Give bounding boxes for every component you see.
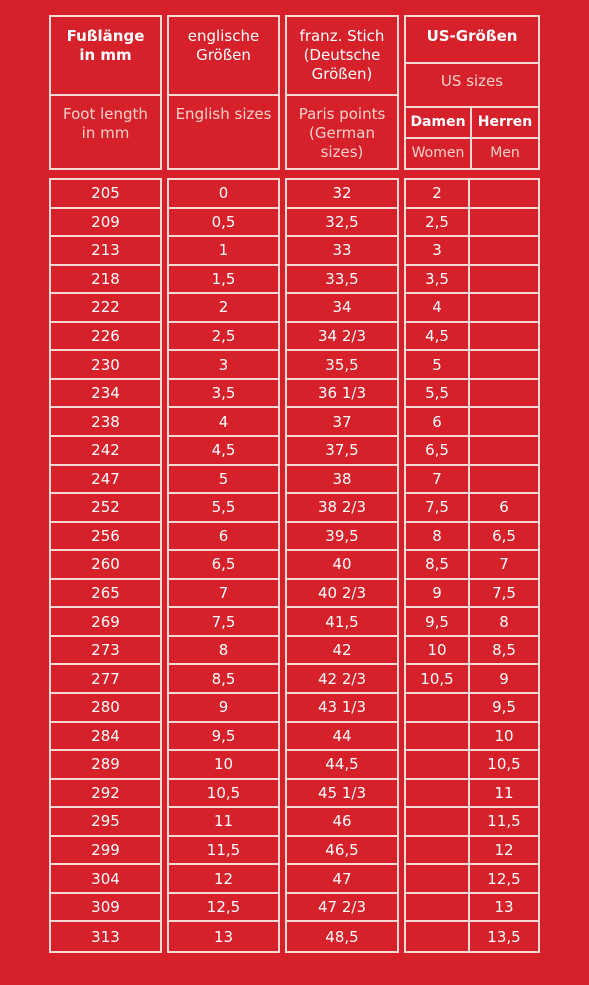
table-cell-us-women: 8 [406,523,470,550]
table-row-us [406,865,538,894]
header-us-sizes-en: US sizes [440,72,504,90]
table-cell-fr: 38 2/3 [287,494,397,523]
table-cell-us-men [470,351,538,378]
table-cell-fr: 45 1/3 [287,780,397,809]
table-cell-mm: 230 [51,351,160,380]
table-cell-uk: 4 [169,408,278,437]
table-cell-uk: 11,5 [169,837,278,866]
table-cell-uk: 3 [169,351,278,380]
table-cell-uk: 0,5 [169,209,278,238]
table-cell-us-women [406,922,470,951]
table-row-us [406,580,538,609]
table-cell-uk: 12,5 [169,894,278,923]
header-women-en: Women [411,145,465,161]
header-us-sizes [404,15,540,170]
table-cell-fr: 34 [287,294,397,323]
table-cell-uk: 8,5 [169,665,278,694]
header-divider [406,137,538,139]
table-cell-us-women: 5,5 [406,380,470,407]
table-row-us [406,694,538,723]
table-cell-mm: 260 [51,551,160,580]
table-cell-fr: 38 [287,466,397,495]
table-cell-uk: 6,5 [169,551,278,580]
header-english-sizes-en: English sizes [175,105,272,123]
table-cell-fr: 47 2/3 [287,894,397,923]
table-cell-us-men: 10,5 [487,755,521,774]
table-cell-fr: 40 2/3 [287,580,397,609]
table-cell-mm: 273 [51,637,160,666]
table-cell-us-men: 12,5 [487,869,521,888]
table-row-us [406,237,538,266]
table-cell-us-men: 13,5 [487,927,521,946]
table-cell-us-women: 3,5 [406,266,470,293]
table-cell-mm: 304 [51,865,160,894]
table-cell-mm: 242 [51,437,160,466]
header-english-sizes-de: englische Größen [187,27,260,64]
table-cell-uk: 12 [169,865,278,894]
table-row-us [406,266,538,295]
table-cell-mm: 238 [51,408,160,437]
table-cell-mm: 280 [51,694,160,723]
table-row-us [406,294,538,323]
table-cell-us-men: 8 [499,612,509,631]
header-foot-length-de: Fußlänge in mm [66,27,145,64]
table-cell-fr: 37 [287,408,397,437]
table-cell-us-women: 10,5 [406,665,470,692]
header-divider [169,94,278,96]
table-cell-uk: 3,5 [169,380,278,409]
table-cell-fr: 32,5 [287,209,397,238]
table-cell-us-men: 7,5 [492,584,516,603]
table-cell-uk: 4,5 [169,437,278,466]
table-cell-uk: 1 [169,237,278,266]
table-cell-us-women: 6 [406,408,470,435]
table-cell-us-men [470,266,538,293]
table-cell-mm: 269 [51,608,160,637]
table-cell-us-men [470,380,538,407]
table-cell-mm: 218 [51,266,160,295]
column-paris-points [285,178,399,953]
table-cell-fr: 37,5 [287,437,397,466]
table-cell-mm: 284 [51,723,160,752]
header-foot-length [49,15,162,170]
table-cell-us-men: 13 [494,898,514,917]
header-foot-length-en: Foot length in mm [63,105,148,142]
table-cell-us-women: 2 [406,180,470,207]
table-cell-us-women: 9,5 [406,608,470,635]
table-cell-us-men [470,466,538,493]
table-row-us [406,437,538,466]
column-paris-points-body [287,180,397,951]
table-cell-mm: 313 [91,927,120,946]
table-cell-uk: 7,5 [169,608,278,637]
table-cell-uk: 13 [213,927,234,946]
table-cell-fr: 42 2/3 [287,665,397,694]
table-cell-fr: 44,5 [287,751,397,780]
header-divider [287,94,397,96]
table-cell-fr: 46 [287,808,397,837]
table-cell-us-women: 2,5 [406,209,470,236]
table-cell-us-women [406,865,470,892]
table-cell-us-men: 7 [499,555,509,574]
table-cell-us-women [406,837,470,864]
table-cell-uk: 10,5 [169,780,278,809]
table-cell-mm: 226 [51,323,160,352]
table-cell-uk: 7 [169,580,278,609]
table-cell-mm: 256 [51,523,160,552]
table-row-us [406,466,538,495]
table-cell-mm: 277 [51,665,160,694]
table-cell-us-women [406,808,470,835]
table-cell-uk: 9 [169,694,278,723]
table-cell-us-men: 11,5 [487,812,521,831]
header-divider [51,94,160,96]
table-cell-us-men [470,408,538,435]
table-row-us [406,837,538,866]
table-cell-uk: 11 [169,808,278,837]
table-row-us [406,180,538,209]
table-row-us [406,323,538,352]
table-cell-fr: 42 [287,637,397,666]
header-men-de: Herren [477,114,533,130]
table-cell-us-women: 4 [406,294,470,321]
table-cell-us-men: 9 [499,669,509,688]
table-cell-us-women [406,694,470,721]
header-english-sizes [167,15,280,170]
table-row-us [406,551,538,580]
table-cell-us-women [406,723,470,750]
table-cell-us-men: 12 [494,841,514,860]
table-row-us [406,608,538,637]
column-foot-length-body [51,180,160,951]
table-row-us [406,637,538,666]
table-row-us [406,894,538,923]
column-foot-length [49,178,162,953]
header-divider [406,106,538,108]
table-row-us [406,808,538,837]
table-cell-us-men [470,323,538,350]
table-cell-us-women [406,751,470,778]
table-cell-uk: 2 [169,294,278,323]
table-cell-fr: 35,5 [287,351,397,380]
column-english-sizes-body [169,180,278,951]
table-cell-fr: 39,5 [287,523,397,552]
table-cell-uk: 8 [169,637,278,666]
table-cell-us-women: 4,5 [406,323,470,350]
table-cell-us-women [406,894,470,921]
column-us-sizes-body [406,180,538,951]
table-cell-uk: 1,5 [169,266,278,295]
table-cell-mm: 234 [51,380,160,409]
header-paris-points [285,15,399,170]
table-cell-uk: 5 [169,466,278,495]
table-cell-fr: 43 1/3 [287,694,397,723]
table-cell-us-men: 10 [494,726,514,745]
table-cell-mm: 295 [51,808,160,837]
table-cell-us-men [470,237,538,264]
table-cell-fr: 32 [287,180,397,209]
table-row-us [406,351,538,380]
table-cell-fr: 44 [287,723,397,752]
table-cell-us-women [406,780,470,807]
table-cell-us-women: 5 [406,351,470,378]
table-row-us [406,665,538,694]
table-row-us [406,780,538,809]
table-cell-uk: 2,5 [169,323,278,352]
table-cell-mm: 265 [51,580,160,609]
header-paris-points-en: Paris points (German sizes) [298,105,386,161]
table-cell-us-women: 8,5 [406,551,470,578]
table-cell-mm: 209 [51,209,160,238]
table-cell-mm: 309 [51,894,160,923]
table-row-us [406,494,538,523]
table-cell-us-women: 7,5 [406,494,470,521]
table-cell-us-women: 9 [406,580,470,607]
table-cell-fr: 33,5 [287,266,397,295]
table-row-us [406,408,538,437]
table-cell-mm: 213 [51,237,160,266]
table-cell-us-women: 6,5 [406,437,470,464]
table-cell-fr: 41,5 [287,608,397,637]
table-cell-us-men: 6 [499,498,509,517]
table-cell-mm: 247 [51,466,160,495]
header-men-en: Men [490,145,520,161]
table-cell-fr: 36 1/3 [287,380,397,409]
column-us-sizes [404,178,540,953]
table-cell-us-women: 7 [406,466,470,493]
header-divider [406,62,538,64]
header-paris-points-de: franz. Stich (Deutsche Größen) [299,27,385,83]
table-cell-fr: 40 [287,551,397,580]
table-cell-mm: 252 [51,494,160,523]
table-cell-mm: 289 [51,751,160,780]
table-cell-us-men: 11 [494,783,514,802]
table-cell-us-men [470,294,538,321]
table-row-us [406,751,538,780]
table-cell-fr: 34 2/3 [287,323,397,352]
header-women-de: Damen [410,114,466,130]
table-cell-fr: 47 [287,865,397,894]
table-cell-us-men [470,180,538,207]
table-cell-mm: 222 [51,294,160,323]
table-cell-uk: 10 [169,751,278,780]
table-cell-mm: 292 [51,780,160,809]
table-cell-uk: 0 [169,180,278,209]
column-english-sizes [167,178,280,953]
table-cell-us-men: 8,5 [492,641,516,660]
table-cell-mm: 299 [51,837,160,866]
table-cell-uk: 9,5 [169,723,278,752]
table-cell-us-men: 9,5 [492,698,516,717]
table-cell-fr: 48,5 [325,927,359,946]
table-cell-uk: 6 [169,523,278,552]
header-us-sizes-de: US-Größen [426,27,518,45]
table-cell-fr: 46,5 [287,837,397,866]
table-cell-us-men [470,209,538,236]
table-cell-fr: 33 [287,237,397,266]
table-cell-us-women: 10 [406,637,470,664]
table-cell-us-men [470,437,538,464]
table-cell-uk: 5,5 [169,494,278,523]
table-row-us [406,922,538,951]
table-cell-mm: 205 [51,180,160,209]
table-cell-us-women: 3 [406,237,470,264]
table-cell-us-men: 6,5 [492,526,516,545]
table-row-us [406,523,538,552]
table-row-us [406,209,538,238]
table-row-us [406,380,538,409]
table-row-us [406,723,538,752]
